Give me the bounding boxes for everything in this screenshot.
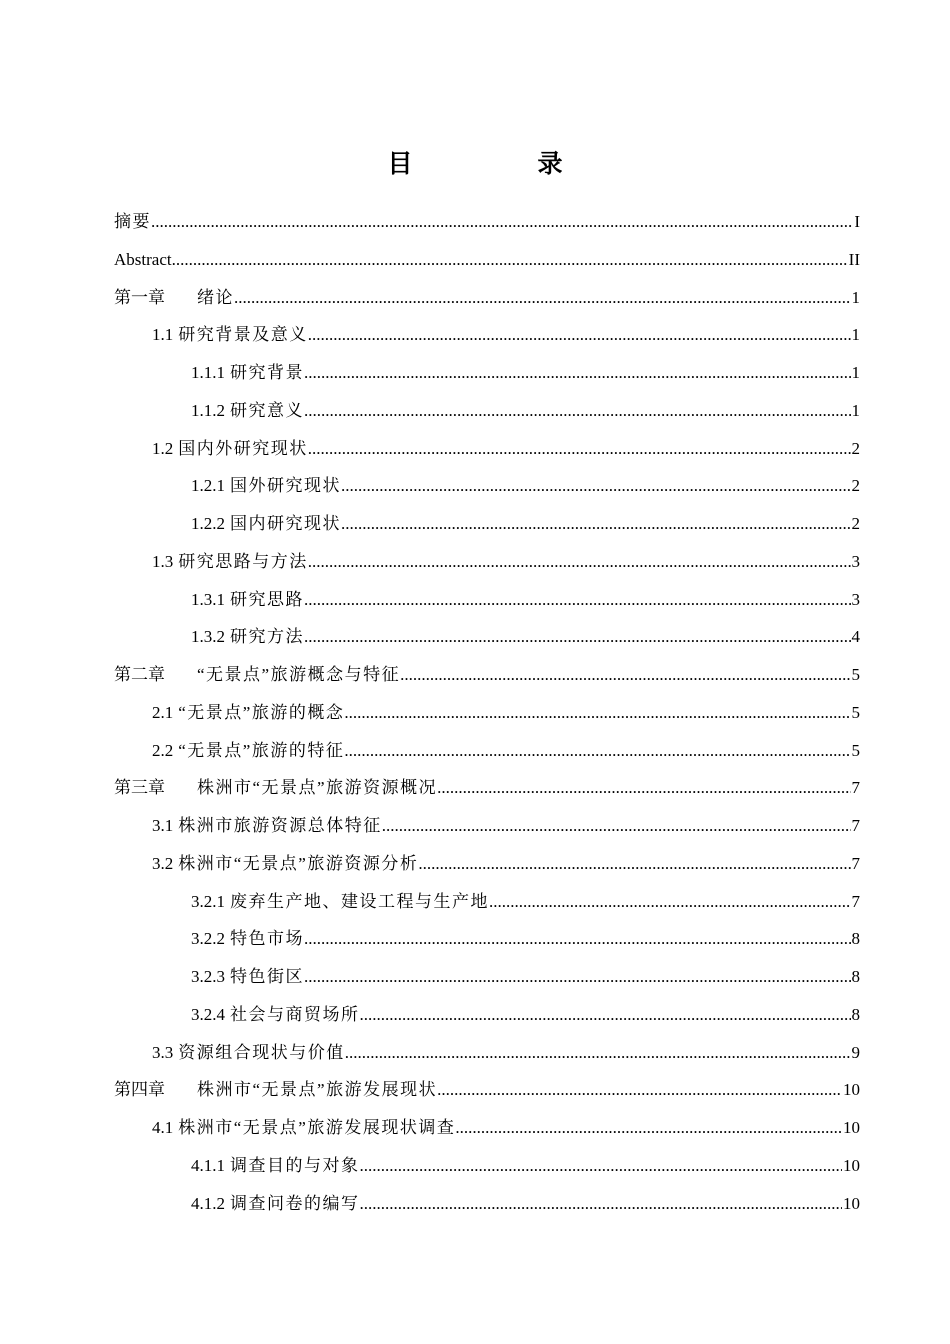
toc-leader-dots [172,241,848,279]
toc-entry[interactable] [114,467,860,505]
toc-entry[interactable] [114,996,860,1034]
toc-entry-page-number: 4 [851,627,860,647]
toc-entry-text: “无景点”旅游的概念 [178,702,345,722]
toc-entry[interactable] [114,1185,860,1223]
toc-entry[interactable] [114,732,860,770]
toc-entry-number: 2.2 [152,740,174,760]
toc-entry-text: “无景点”旅游概念与特征 [197,665,401,684]
toc-leader-dots [345,1034,851,1072]
toc-entry-text: 资源组合现状与价值 [178,1042,345,1062]
toc-entry-page-number: 7 [851,778,860,798]
toc-leader-dots [308,316,851,354]
toc-entry-page-number: 8 [851,967,860,986]
toc-leader-dots [304,958,851,996]
toc-leader-dots [308,430,851,468]
toc-entry-page-number: 7 [851,816,860,835]
toc-leader-dots [344,694,850,732]
toc-entry-page-number: 3 [851,551,860,571]
toc-leader-dots [308,543,851,581]
toc-entry-text: 绪论 [197,287,234,307]
toc-leader-dots [341,467,851,505]
toc-entry-page-number: 2 [851,514,860,533]
toc-entry-number: 3.2.3 [191,967,225,986]
toc-leader-dots [437,769,850,807]
toc-entry-text: 摘要 [114,212,151,231]
toc-entry-text: 株洲市“无景点”旅游发展现状调查 [178,1118,456,1137]
toc-entry[interactable] [114,581,860,619]
toc-entry-text: 特色市场 [230,929,304,949]
toc-entry-text: 社会与商贸场所 [230,1004,360,1024]
toc-leader-dots [304,920,851,958]
toc-entry-page-number: 10 [843,1080,860,1100]
toc-leader-dots [234,279,851,317]
toc-entry-page-number: I [854,212,860,231]
toc-leader-dots [400,656,850,694]
toc-entry[interactable] [114,1147,860,1185]
toc-entry-page-number: 1 [851,400,860,420]
toc-entry-number: 4.1.2 [191,1193,225,1213]
toc-entry-number: 1.3.1 [191,589,225,609]
toc-entry-text: 研究思路 [230,589,304,609]
toc-entry-text: 特色街区 [230,967,304,986]
toc-entry-number: 4.1.1 [191,1155,225,1175]
toc-leader-dots [455,1109,842,1147]
toc-entry[interactable] [114,203,860,241]
toc-entry-page-number: 1 [851,363,860,382]
toc-entry[interactable] [114,1034,860,1072]
toc-entry-page-number: 2 [851,438,860,458]
toc-entry-text: 株洲市“无景点”旅游发展现状 [197,1080,438,1100]
toc-entry-page-number: II [848,249,860,269]
toc-entry-text: 国内外研究现状 [178,438,308,458]
toc-entry-page-number: 7 [851,853,860,873]
toc-title: 目 录 [387,149,613,178]
toc-entry-page-number: 5 [851,740,860,760]
toc-entry-page-number: 1 [851,325,860,345]
toc-entry-number: 第一章 [114,287,165,307]
toc-entry[interactable] [114,392,860,430]
toc-leader-dots [418,845,850,883]
toc-entry-number: 第四章 [114,1080,165,1100]
toc-entry[interactable] [114,505,860,543]
toc-entry-page-number: 2 [851,476,860,496]
toc-entry-number: 3.3 [152,1042,174,1062]
toc-entry-text: 调查问卷的编写 [230,1193,360,1213]
toc-entry[interactable] [114,1071,860,1109]
toc-entry-text: 废弃生产地、建设工程与生产地 [230,891,489,911]
toc-entry-number: 3.2.1 [191,891,225,911]
toc-leader-dots [344,732,850,770]
toc-entry-text: 研究思路与方法 [178,551,308,571]
toc-leader-dots [304,618,851,656]
toc-entry-text: 研究意义 [230,400,304,420]
toc-entry-text: 国内研究现状 [230,514,341,533]
toc-entry-number: 1.1.2 [191,400,225,420]
toc-entry[interactable] [114,316,860,354]
toc-entry-page-number: 8 [851,929,860,949]
toc-leader-dots [489,883,851,921]
toc-list [114,203,860,1222]
toc-leader-dots [304,581,851,619]
toc-leader-dots [341,505,851,543]
toc-entry[interactable] [114,845,860,883]
toc-entry[interactable] [114,279,860,317]
toc-entry-text: 国外研究现状 [230,476,341,496]
toc-entry-page-number: 5 [851,702,860,722]
toc-leader-dots [437,1071,842,1109]
toc-entry[interactable] [114,958,860,996]
toc-entry[interactable] [114,618,860,656]
toc-entry[interactable] [114,807,860,845]
toc-entry[interactable] [114,430,860,468]
toc-entry-page-number: 10 [843,1155,860,1175]
toc-entry-number: 1.1 [152,325,174,345]
toc-entry-page-number: 10 [843,1193,860,1213]
toc-entry-text: 株洲市“无景点”旅游资源概况 [197,778,438,798]
toc-leader-dots [304,392,851,430]
toc-leader-dots [151,203,853,241]
toc-entry[interactable] [114,883,860,921]
toc-entry-page-number: 5 [851,665,860,684]
toc-entry-number: 第二章 [114,665,165,684]
toc-entry-number: 3.2 [152,853,174,873]
toc-entry[interactable] [114,694,860,732]
toc-entry-text: 研究背景 [230,363,304,382]
toc-entry-text: 研究方法 [230,627,304,647]
toc-leader-dots [304,354,851,392]
toc-entry-number: 3.1 [152,816,174,835]
toc-entry-text: 研究背景及意义 [178,325,308,345]
toc-entry-page-number: 8 [851,1004,860,1024]
toc-entry[interactable] [114,241,860,279]
toc-entry-number: 1.2.1 [191,476,225,496]
toc-entry[interactable] [114,354,860,392]
toc-entry-number: 1.2 [152,438,174,458]
toc-leader-dots [360,1147,843,1185]
toc-leader-dots [360,1185,843,1223]
toc-entry-number: 1.3.2 [191,627,225,647]
toc-entry-number: 1.2.2 [191,514,225,533]
toc-entry-number: 3.2.4 [191,1004,225,1024]
toc-entry-text: 株洲市“无景点”旅游资源分析 [178,853,419,873]
toc-entry-number: 1.1.1 [191,363,225,382]
toc-entry[interactable] [114,656,860,694]
toc-entry-number: 1.3 [152,551,174,571]
toc-leader-dots [360,996,851,1034]
toc-leader-dots [382,807,851,845]
toc-entry-number: 2.1 [152,702,174,722]
toc-entry-page-number: 1 [851,287,860,307]
toc-entry[interactable] [114,1109,860,1147]
toc-entry-page-number: 10 [843,1118,860,1137]
toc-entry-number: 4.1 [152,1118,174,1137]
toc-entry[interactable] [114,920,860,958]
toc-entry-text: 株洲市旅游资源总体特征 [178,816,382,835]
toc-entry[interactable] [114,543,860,581]
toc-entry-text: “无景点”旅游的特征 [178,740,345,760]
toc-entry-number: 第三章 [114,778,165,798]
toc-entry-page-number: 9 [851,1042,860,1062]
toc-entry-page-number: 3 [851,589,860,609]
toc-entry[interactable] [114,769,860,807]
toc-entry-page-number: 7 [851,891,860,911]
toc-entry-text: 调查目的与对象 [230,1155,360,1175]
toc-entry-text: Abstract [114,249,172,269]
toc-entry-number: 3.2.2 [191,929,225,949]
